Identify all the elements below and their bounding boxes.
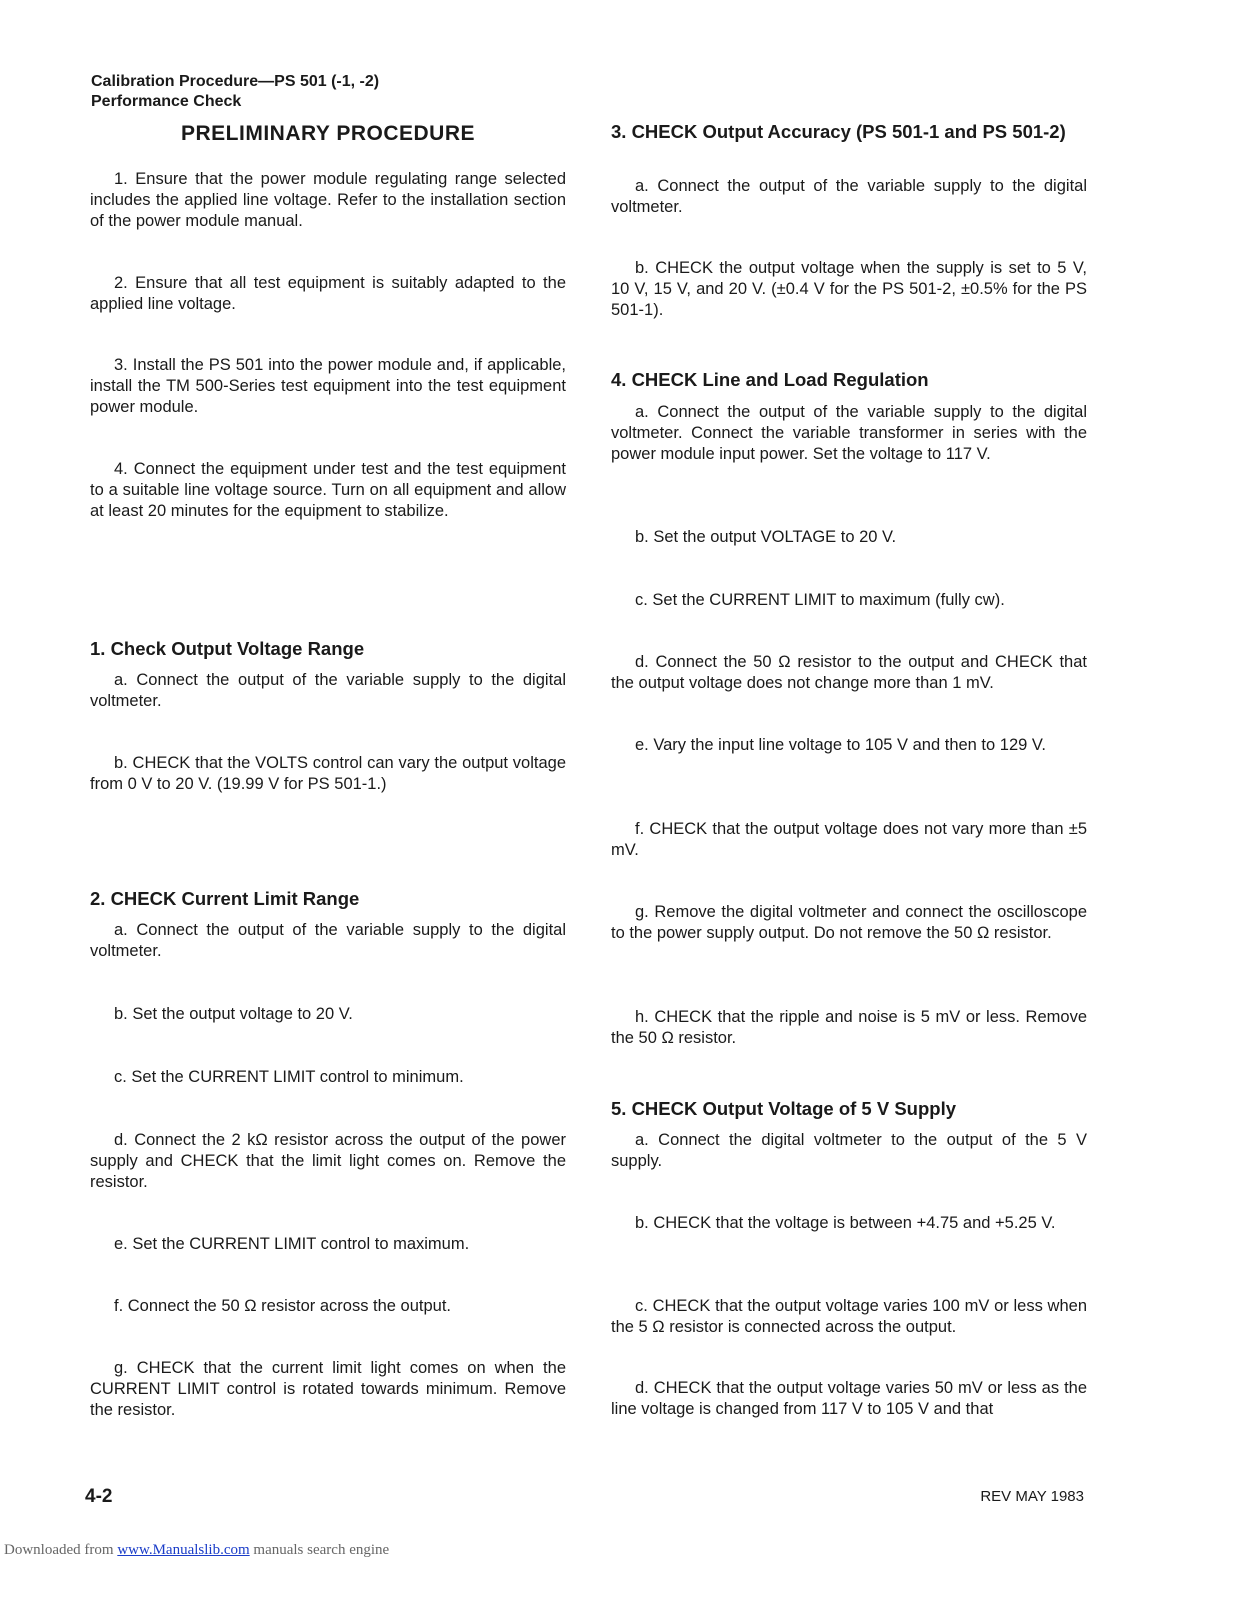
section-4-step-f: f. CHECK that the output voltage does not vary more than ±5 mV.	[611, 820, 1087, 859]
section-4-step-e: e. Vary the input line voltage to 105 V and then to 129 V.	[635, 736, 1046, 754]
prelim-step-2: 2. Ensure that all test equipment is suitably adapted to the applied line voltage.	[90, 274, 566, 313]
section-2-step-g: g. CHECK that the current limit light comes on when the CURRENT LIMIT control is rotated towards minimum. Remove the resistor.	[90, 1359, 566, 1419]
section-4-step-d: d. Connect the 50 Ω resistor to the output and CHECK that the output voltage does not change more than 1 mV.	[611, 653, 1087, 692]
section-5-step-a: a. Connect the digital voltmeter to the output of the 5 V supply.	[611, 1131, 1087, 1170]
section-5-heading: 5. CHECK Output Voltage of 5 V Supply	[611, 1098, 957, 1119]
header-subtitle: Performance Check	[91, 93, 242, 110]
page-header	[91, 72, 379, 112]
manualslib-link[interactable]: www.Manualslib.com	[117, 1542, 250, 1558]
section-4-step-c: c. Set the CURRENT LIMIT to maximum (fully cw).	[635, 591, 1005, 609]
section-4-step-g: g. Remove the digital voltmeter and connect the oscilloscope to the power supply output. Do not remove the 50 Ω resistor.	[611, 903, 1087, 942]
section-2-step-a: a. Connect the output of the variable supply to the digital voltmeter.	[90, 921, 566, 960]
section-2-step-f: f. Connect the 50 Ω resistor across the output.	[114, 1297, 452, 1315]
header-title: Calibration Procedure—PS 501 (-1, -2)	[91, 73, 380, 90]
preliminary-title-block	[90, 121, 566, 147]
section-5-step-d: d. CHECK that the output voltage varies 50 mV or less as the line voltage is changed from 117 V to 105 V and that	[611, 1379, 1087, 1418]
prelim-step-1: 1. Ensure that the power module regulating range selected includes the applied line voltage. Refer to the installation section of the power module manual.	[90, 170, 566, 230]
section-1-heading: 1. Check Output Voltage Range	[90, 638, 365, 659]
section-3-heading-block	[611, 121, 1087, 143]
page-number: 4-2	[85, 1486, 113, 1507]
section-4-step-a: a. Connect the output of the variable supply to the digital voltmeter. Connect the variable transformer in series with the power module input power. Set the voltage to 117 V.	[611, 403, 1087, 463]
revision-date: REV MAY 1983	[980, 1488, 1084, 1505]
section-2-step-d: d. Connect the 2 kΩ resistor across the output of the power supply and CHECK that the limit light comes on. Remove the resistor.	[90, 1131, 566, 1191]
section-4-step-h: h. CHECK that the ripple and noise is 5 mV or less. Remove the 50 Ω resistor.	[611, 1008, 1087, 1047]
download-watermark	[4, 1542, 389, 1559]
prelim-step-4: 4. Connect the equipment under test and the test equipment to a suitable line voltage source. Turn on all equipment and allow at least 20 minutes for the equipment to stabilize.	[90, 460, 566, 520]
section-1-heading-block	[90, 638, 566, 660]
preliminary-title: PRELIMINARY PROCEDURE	[180, 122, 476, 145]
section-1-step-b: b. CHECK that the VOLTS control can vary the output voltage from 0 V to 20 V. (19.99 V for PS 501-1.)	[90, 754, 566, 793]
section-4-heading: 4. CHECK Line and Load Regulation	[611, 369, 929, 390]
section-2-step-c: c. Set the CURRENT LIMIT control to minimum.	[114, 1068, 464, 1086]
section-3-step-a: a. Connect the output of the variable supply to the digital voltmeter.	[611, 177, 1087, 216]
section-5-step-c: c. CHECK that the output voltage varies 100 mV or less when the 5 Ω resistor is connected across the output.	[611, 1297, 1087, 1336]
section-4-heading-block	[611, 369, 1087, 391]
section-2-step-e: e. Set the CURRENT LIMIT control to maximum.	[114, 1235, 470, 1253]
section-3-heading: 3. CHECK Output Accuracy (PS 501-1 and PS 501-2)	[611, 121, 1066, 142]
section-3-step-b: b. CHECK the output voltage when the supply is set to 5 V, 10 V, 15 V, and 20 V. (±0.4 V for the PS 501-2, ±0.5% for the PS 501-1).	[611, 259, 1087, 319]
section-5-step-b: b. CHECK that the voltage is between +4.75 and +5.25 V.	[635, 1214, 1056, 1232]
section-2-heading: 2. CHECK Current Limit Range	[90, 888, 360, 909]
prelim-step-3: 3. Install the PS 501 into the power module and, if applicable, install the TM 500-Series test equipment into the test equipment power module.	[90, 356, 566, 416]
section-2-step-b: b. Set the output voltage to 20 V.	[114, 1005, 353, 1023]
watermark-prefix: Downloaded from	[4, 1542, 118, 1558]
section-5-heading-block	[611, 1098, 1087, 1120]
watermark-suffix: manuals search engine	[249, 1542, 390, 1558]
section-1-step-a: a. Connect the output of the variable supply to the digital voltmeter.	[90, 671, 566, 710]
section-4-step-b: b. Set the output VOLTAGE to 20 V.	[635, 528, 897, 546]
section-2-heading-block	[90, 888, 566, 910]
